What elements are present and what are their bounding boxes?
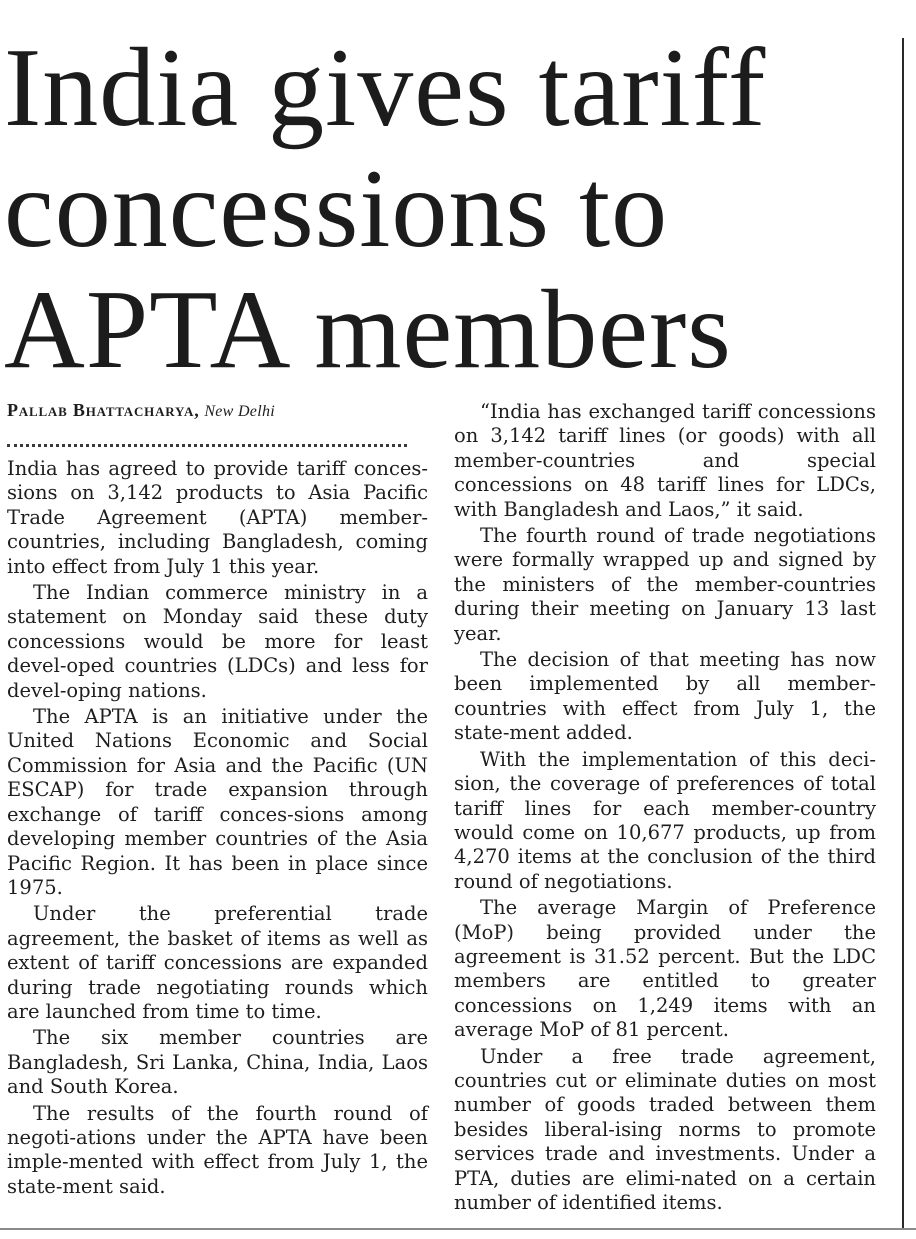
article-paragraph: The six member countries are Bangladesh, Sri Lanka, China, India, Laos and South Korea. <box>7 1026 428 1099</box>
headline-line-3: APTA members <box>4 268 732 392</box>
headline-line-1: India gives tariff <box>4 26 767 150</box>
bottom-rule <box>0 1228 916 1230</box>
article-paragraph: The APTA is an initiative under the United Nations Economic and Social Commission for Asia and the Pacific (UN ESCAP) for trade expansion through exchange of tariff conces-sions among developing member countries of the Asia Pacific Region. It has been in place since 1975. <box>7 705 428 899</box>
byline <box>7 398 428 424</box>
byline-location: New Delhi <box>204 403 276 420</box>
article-paragraph: The fourth round of trade negotiations were formally wrapped up and signed by the ministers of the member-countries during their meeting on January 13 last year. <box>454 524 876 645</box>
article-paragraph: “India has exchanged tariff concessions on 3,142 tariff lines (or goods) with all member-countries and special concessions on 48 tariff lines for LDCs, with Bangladesh and Laos,” it said. <box>454 400 876 521</box>
byline-author: Pallab Bhattacharya, <box>7 400 200 420</box>
article-paragraph: The decision of that meeting has now been implemented by all member-countries with effect from July 1, the state-ment added. <box>454 648 876 745</box>
article-paragraph: With the implementation of this deci-sion, the coverage of preferences of total tariff lines for each member-country would come on 10,677 products, up from 4,270 items at the conclusion of the third round of negotiations. <box>454 747 876 893</box>
article-paragraph: Under the preferential trade agreement, the basket of items as well as extent of tariff concessions are expanded during trade negotiating rounds which are launched from time to time. <box>7 902 428 1023</box>
article-paragraph: The average Margin of Preference (MoP) being provided under the agreement is 31.52 percent. But the LDC members are entitled to greater concessions on 1,249 items with an average MoP of 81 percent. <box>454 896 876 1042</box>
headline-line-2: concessions to <box>4 147 669 271</box>
headline <box>4 28 899 391</box>
column-rule-right <box>902 38 904 1228</box>
dotted-separator <box>7 430 407 447</box>
article-paragraph: The Indian commerce ministry in a statement on Monday said these duty concessions would be more for least devel-oped countries (LDCs) and less for devel-oping nations. <box>7 581 428 702</box>
article-column-right <box>454 400 876 1217</box>
article-paragraph: Under a free trade agreement, countries cut or eliminate duties on most number of goods traded between them besides liberal-ising norms to promote services trade and investments. Under a PTA, duties are elimi-nated on a certain number of identified items. <box>454 1044 876 1214</box>
article-paragraph: India has agreed to provide tariff conces-sions on 3,142 products to Asia Pacific Trade Agreement (APTA) member-countries, including Bangladesh, coming into effect from July 1 this year. <box>7 457 428 578</box>
article-column-left <box>7 398 428 1201</box>
article-paragraph: The results of the fourth round of negoti-ations under the APTA have been imple-mented with effect from July 1, the state-ment said. <box>7 1101 428 1198</box>
